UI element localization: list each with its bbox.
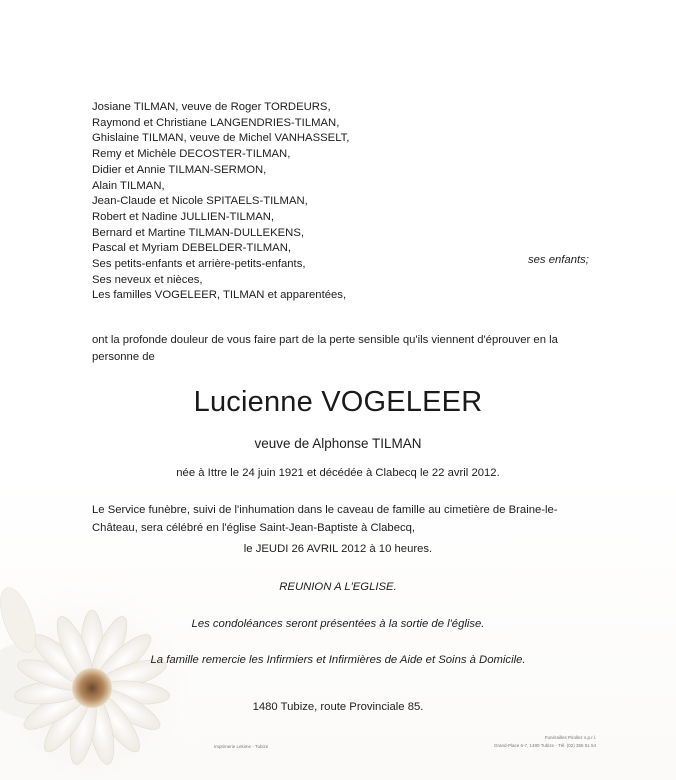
funeral-home-credit (494, 734, 596, 750)
family-line: Ghislaine TILMAN, veuve de Michel VANHASSELT, (92, 132, 350, 145)
family-line: Robert et Nadine JULLIEN-TILMAN, (92, 210, 275, 223)
family-line: Ses neveux et nièces, (92, 273, 203, 286)
family-line: Jean-Claude et Nicole SPITAELS-TILMAN, (92, 195, 308, 208)
funeral-home-name: Funérailles Pirollez s.p.r.l. (544, 735, 596, 740)
service-date: le JEUDI 26 AVRIL 2012 à 10 heures. (243, 543, 433, 555)
announcement-text: ont la profonde douleur de vous faire part de la perte sensible qu'ils viennent d'éprouver en la personne de (92, 334, 558, 363)
thanks-note: La famille remercie les Infirmiers et Infirmières de Aide et Soins à Domicile. (150, 654, 526, 666)
birth-death-dates: née à Ittre le 24 juin 1921 et décédée à Clabecq le 22 avril 2012. (176, 467, 500, 479)
family-line: Remy et Michèle DECOSTER-TILMAN, (92, 148, 291, 161)
condolences-note: Les condoléances seront présentées à la sortie de l'église. (191, 618, 485, 630)
family-line: Pascal et Myriam DEBELDER-TILMAN, (92, 242, 291, 255)
printer-credit: Imprimerie Lekime - Tubize (214, 744, 269, 749)
family-line: Didier et Annie TILMAN-SERMON, (92, 163, 267, 176)
family-line: Bernard et Martine TILMAN-DULLEKENS, (92, 226, 304, 239)
deceased-name: Lucienne VOGELEER (193, 386, 483, 418)
funeral-home-address: Grand-Place 6-7, 1480 Tubize - Tél. (02) 355 51 54 (494, 743, 596, 748)
reunion-note: REUNION A L'EGLISE. (279, 581, 397, 593)
family-line: Alain TILMAN, (92, 179, 165, 192)
flower-decoration (0, 560, 220, 780)
family-address: 1480 Tubize, route Provinciale 85. (252, 701, 424, 713)
service-text: Le Service funèbre, suivi de l'inhumation dans le caveau de famille au cimetière de Braine-le-Château, sera célébré en l'église Saint-Jean-Baptiste à Clabecq, (92, 504, 558, 534)
children-role-label: ses enfants; (528, 254, 589, 266)
family-line: Ses petits-enfants et arrière-petits-enfants, (92, 258, 306, 271)
family-line: Raymond et Christiane LANGENDRIES-TILMAN, (92, 116, 340, 129)
family-list (92, 100, 612, 304)
widow-of-line: veuve de Alphonse TILMAN (254, 436, 422, 451)
family-line: Les familles VOGELEER, TILMAN et apparentées, (92, 289, 347, 302)
family-line: Josiane TILMAN, veuve de Roger TORDEURS, (92, 101, 331, 113)
